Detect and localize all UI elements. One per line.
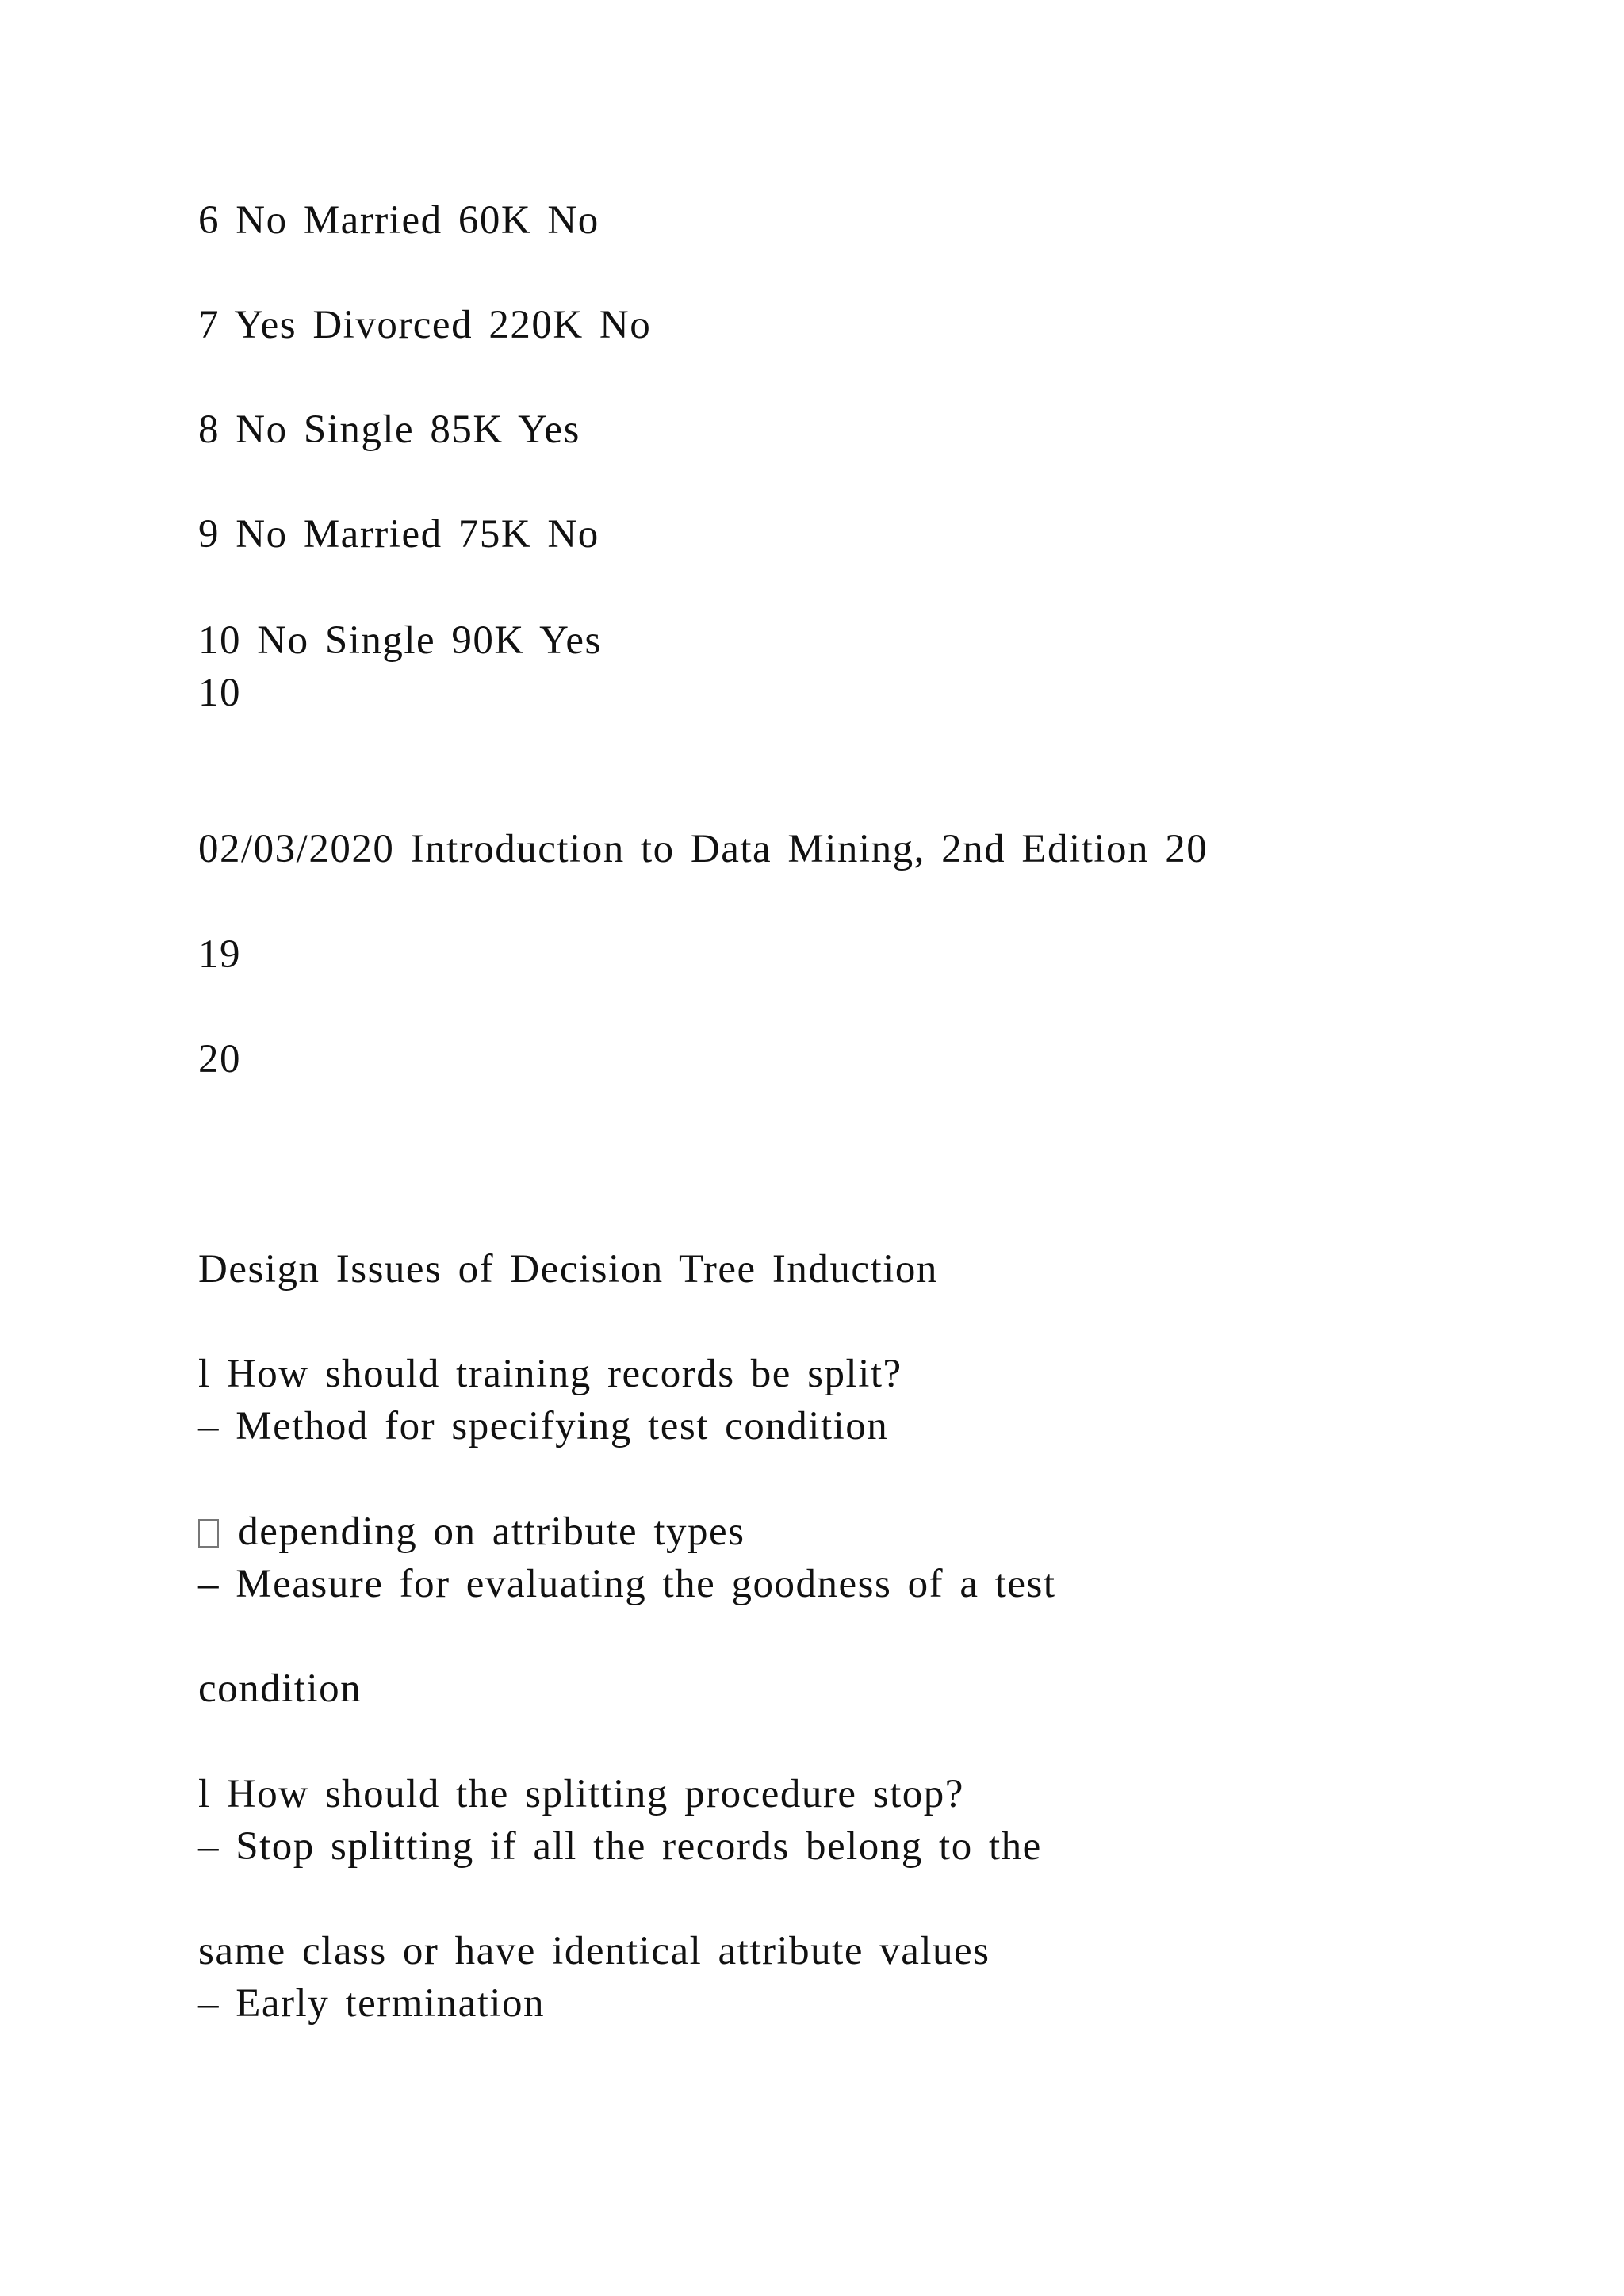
section-title: Design Issues of Decision Tree Induction xyxy=(198,1247,938,1292)
bullet-question: l How should the splitting procedure stop? xyxy=(198,1772,964,1816)
table-row: 9 No Married 75K No xyxy=(198,512,599,557)
sub-bullet: – Stop splitting if all the records belong to the xyxy=(198,1824,1042,1869)
page-number: 19 xyxy=(198,932,241,977)
sub-bullet: – Measure for evaluating the goodness of a test xyxy=(198,1562,1056,1606)
table-row: 7 Yes Divorced 220K No xyxy=(198,303,652,347)
sub-bullet: – Method for specifying test condition xyxy=(198,1404,889,1448)
sub-sub-bullet-text: depending on attribute types xyxy=(222,1510,745,1554)
sub-bullet-continuation: same class or have identical attribute values xyxy=(198,1929,990,1973)
sub-bullet-continuation: condition xyxy=(198,1667,362,1711)
sub-bullet: – Early termination xyxy=(198,1981,546,2026)
bullet-question: l How should training records be split? xyxy=(198,1352,902,1396)
missing-glyph-icon xyxy=(198,1519,219,1548)
slide-footer: 02/03/2020 Introduction to Data Mining, 2nd Edition 20 xyxy=(198,827,1208,871)
table-row: 10 xyxy=(198,671,241,715)
table-row: 10 No Single 90K Yes xyxy=(198,618,602,663)
sub-sub-bullet xyxy=(198,1508,745,1556)
page-number: 20 xyxy=(198,1037,241,1081)
table-row: 8 No Single 85K Yes xyxy=(198,408,580,452)
table-row: 6 No Married 60K No xyxy=(198,198,599,243)
